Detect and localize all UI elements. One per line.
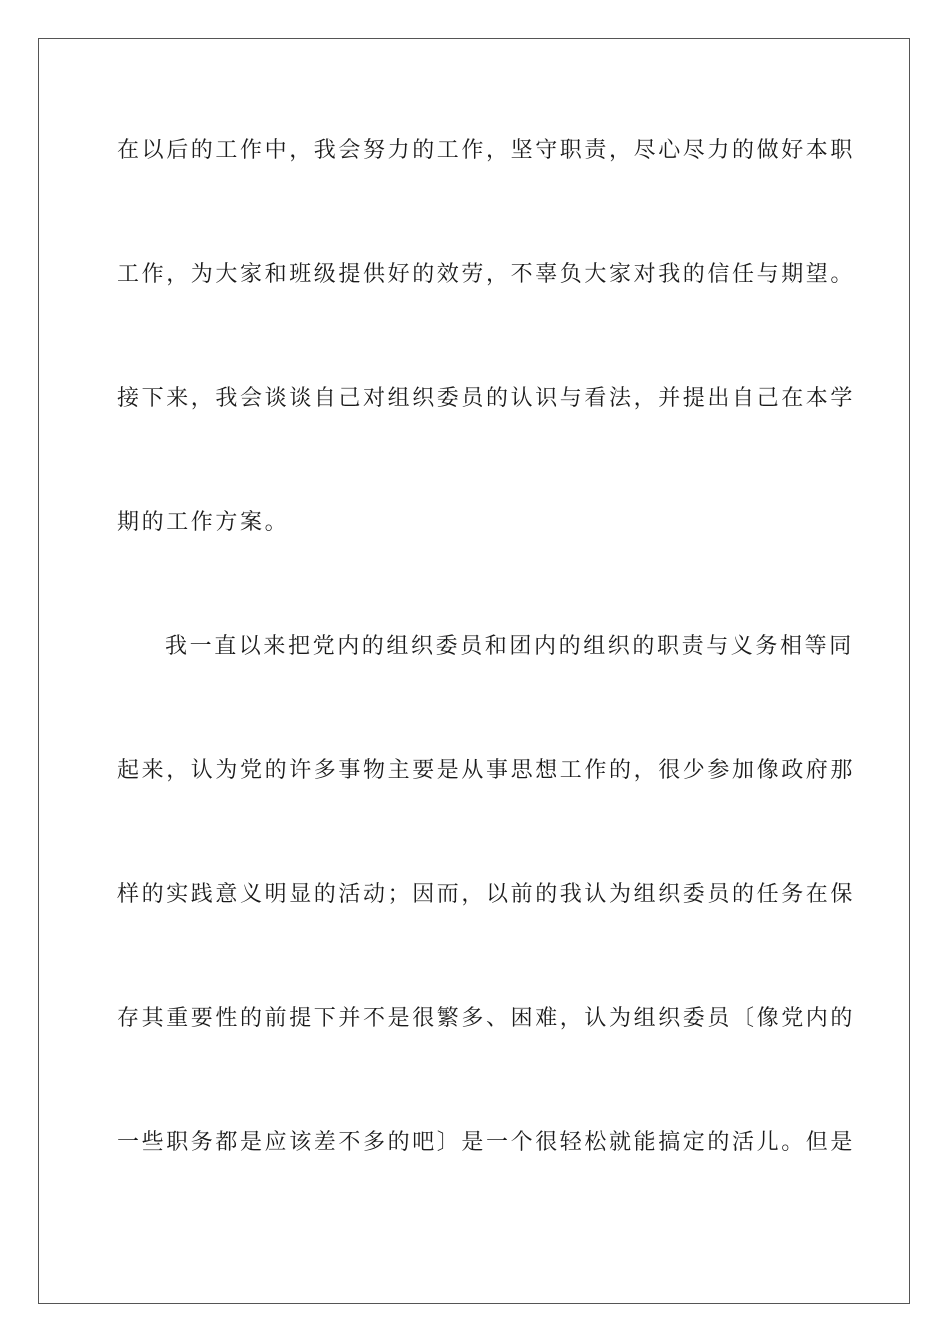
text-line: 接下来，我会谈谈自己对组织委员的认识与看法，并提出自己在本学 (117, 386, 856, 411)
text-line: 期的工作方案。 (117, 510, 290, 535)
text-line: 工作，为大家和班级提供好的效劳，不辜负大家对我的信任与期望。 (117, 262, 856, 287)
page-border (38, 38, 910, 1304)
text-line: 样的实践意义明显的活动；因而，以前的我认为组织委员的任务在保 (117, 882, 856, 907)
text-line: 一些职务都是应该差不多的吧〕是一个很轻松就能搞定的活儿。但是 (117, 1130, 856, 1155)
text-line: 在以后的工作中，我会努力的工作，坚守职责，尽心尽力的做好本职 (117, 138, 856, 163)
paragraph-first-line: 我一直以来把党内的组织委员和团内的组织的职责与义务相等同 (165, 634, 854, 659)
text-line: 存其重要性的前提下并不是很繁多、困难，认为组织委员〔像党内的 (117, 1006, 856, 1031)
text-line: 起来，认为党的许多事物主要是从事思想工作的，很少参加像政府那 (117, 758, 856, 783)
